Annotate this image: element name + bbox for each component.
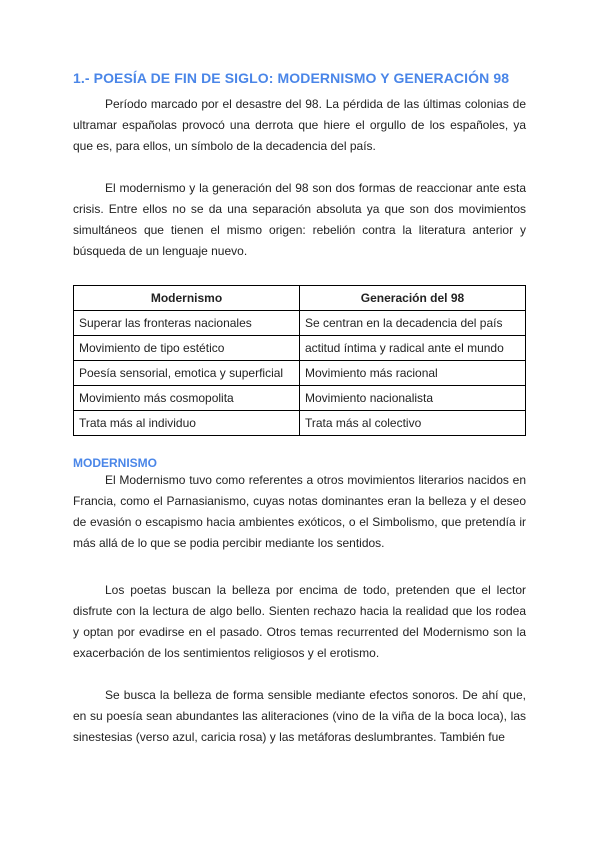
- table-header-row: [74, 286, 526, 311]
- table-cell: Movimiento más cosmopolita: [74, 386, 300, 411]
- table-cell: Poesía sensorial, emotica y superficial: [74, 361, 300, 386]
- table-cell: Trata más al individuo: [74, 411, 300, 436]
- modernismo-paragraph-1: El Modernismo tuvo como referentes a otros movimientos literarios nacidos en Francia, como el Parnasianismo, cuyas notas dominantes eran la belleza y el deseo de evasión o escapismo hacia ambientes exóticos, o el Simbolismo, que pretendía ir más allá de lo que se podia percibir mediante los sentidos.: [73, 473, 526, 550]
- table-cell: Superar las fronteras nacionales: [74, 311, 300, 336]
- table-cell: Movimiento más racional: [300, 361, 526, 386]
- table-row: [74, 336, 526, 361]
- table-cell: Se centran en la decadencia del país: [300, 311, 526, 336]
- table-cell: Movimiento nacionalista: [300, 386, 526, 411]
- table-row: [74, 361, 526, 386]
- table-row: [74, 311, 526, 336]
- table-row: [74, 411, 526, 436]
- table-cell: Movimiento de tipo estético: [74, 336, 300, 361]
- table-header-generacion-98: Generación del 98: [300, 286, 526, 311]
- table-header-modernismo: Modernismo: [74, 286, 300, 311]
- table-row: [74, 386, 526, 411]
- intro-paragraph-2: El modernismo y la generación del 98 son dos formas de reaccionar ante esta crisis. Entre ellos no se da una separación absoluta ya que son dos movimientos simultáneos que tienen el mismo origen: rebelión contra la literatura anterior y búsqueda de un lenguaje nuevo.: [73, 181, 526, 258]
- modernismo-paragraph-3: Se busca la belleza de forma sensible mediante efectos sonoros. De ahí que, en su poesía sean abundantes las aliteraciones (vino de la viña de la boca loca), las sinestesias (verso azul, caricia rosa) y las metáforas deslumbrantes. También fue: [73, 688, 526, 744]
- comparison-table: [73, 285, 526, 436]
- table-cell: actitud íntima y radical ante el mundo: [300, 336, 526, 361]
- table-cell: Trata más al colectivo: [300, 411, 526, 436]
- modernismo-paragraph-2: Los poetas buscan la belleza por encima de todo, pretenden que el lector disfrute con la lectura de algo bello. Sienten rechazo hacia la realidad que los rodea y optan por evadirse en el pasado. Otros temas recurrented del Modernismo son la exacerbación de los sentimientos religiosos y el erotismo.: [73, 583, 526, 660]
- section-title-modernismo: MODERNISMO: [73, 456, 157, 470]
- intro-paragraph-1: Período marcado por el desastre del 98. La pérdida de las últimas colonias de ultramar españolas provocó una derrota que hiere el orgullo de los españoles, ya que es, para ellos, un símbolo de la decadencia del país.: [73, 97, 526, 153]
- page-title: 1.- POESÍA DE FIN DE SIGLO: MODERNISMO Y GENERACIÓN 98: [73, 70, 510, 86]
